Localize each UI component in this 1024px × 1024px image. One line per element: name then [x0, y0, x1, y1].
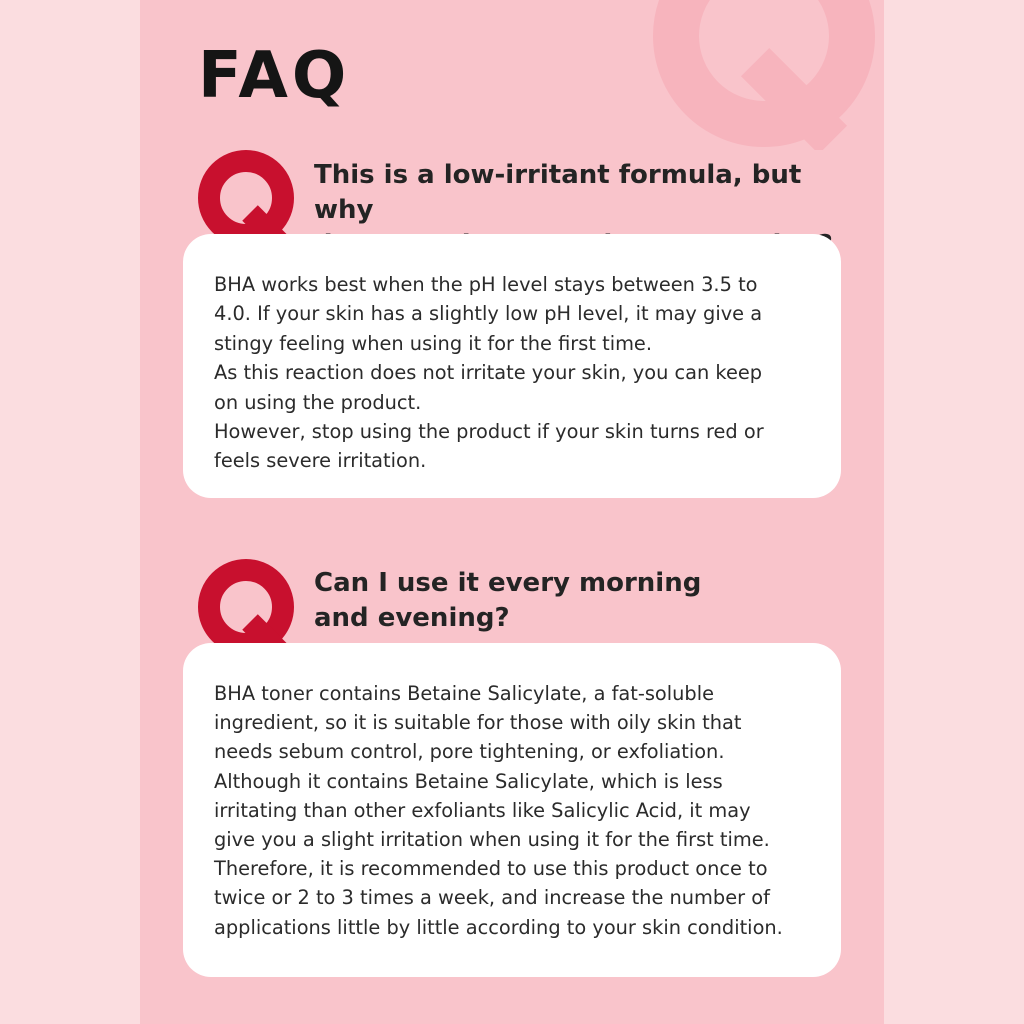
- faq-question-1: This is a low-irritant formula, but why: [314, 160, 802, 225]
- faq-answer-card-1: [183, 234, 841, 498]
- faq-answer-2: BHA toner contains Betaine Salicylate, a fat-soluble ingredient, so it is suitable for those with oily skin that needs sebum control, pore tightening, or exfoliation. Although it contains Betaine Salicylate, which is less irritating than other exfoliants like Salicylic Acid, it may give you a slight irritation when using it for the first time. Therefore, it is recommended to use this product once to twice or 2 to 3 times a week, and increase the number of applications little by little according to your skin condition.: [214, 682, 783, 939]
- q-watermark-icon: [646, 0, 886, 150]
- page-title: FAQ: [198, 39, 351, 113]
- faq-answer-1: BHA works best when the pH level stays between 3.5 to 4.0. If your skin has a slightly low pH level, it may give a stingy feeling when using it for the first time. As this reaction does not irritate your skin, you can keep on using the product. However, stop using the product if your skin turns red or feels severe irritation.: [214, 273, 764, 473]
- faq-answer-card-2: [183, 643, 841, 977]
- faq-question-2: Can I use it every morning and evening?: [314, 568, 702, 633]
